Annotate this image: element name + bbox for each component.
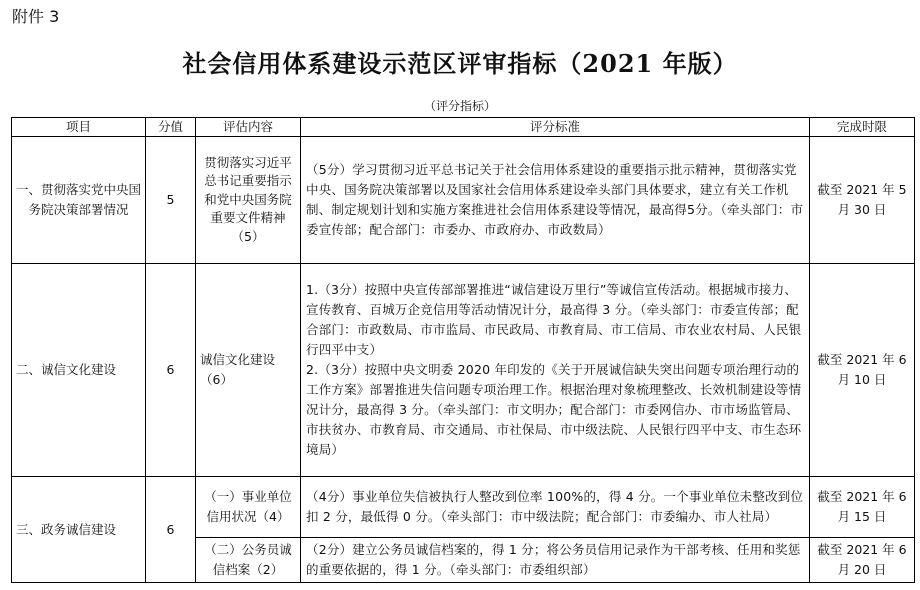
score-cell: 6 (146, 477, 196, 583)
header-score: 分值 (146, 118, 196, 137)
header-criteria: 评分标准 (301, 118, 810, 137)
item-cell: 二、诚信文化建设 (12, 264, 146, 477)
criteria-cell: （4分）事业单位失信被执行人整改到位率 100%的，得 4 分。一个事业单位未整改到位扣 2 分，最低得 0 分。（牵头部门：市中级法院；配合部门：市委编办、市人社局） (301, 477, 810, 538)
header-item: 项目 (12, 118, 146, 137)
deadline-cell: 截至 2021 年 6 月 15 日 (810, 477, 915, 538)
criteria-item-2: 2.（3分）按照中央文明委 2020 年印发的《关于开展诚信缺失突出问题专项治理行动的工作方案》部署推进失信问题专项治理工作。根据治理对象梳理整改、长效机制建设等情况计分，最高得 3 分。（牵头部门：市文明办；配合部门：市委网信办、市市场监管局、市扶贫办、市教育局、市交通局、市社保局、市中级法院、人民银行四平中支、市生态环境局） (306, 362, 802, 457)
score-cell: 6 (146, 264, 196, 477)
evaluation-table (11, 117, 915, 583)
document-subtitle: （评分指标） (423, 99, 496, 113)
attachment-label: 附件 3 (12, 7, 60, 26)
criteria-cell (301, 264, 810, 477)
deadline-cell: 截至 2021 年 6 月 10 日 (810, 264, 915, 477)
content-cell: （一）事业单位信用状况（4） (196, 477, 301, 538)
criteria-cell: （5分）学习贯彻习近平总书记关于社会信用体系建设的重要指示批示精神，贯彻落实党中央、国务院决策部署以及国家社会信用体系建设牵头部门具体要求，建立有关工作机制、制定规划计划和实施方案推进社会信用体系建设等情况，最高得5分。（牵头部门：市委宣传部；配合部门：市委办、市政府办、市政数局） (301, 137, 810, 264)
header-content: 评估内容 (196, 118, 301, 137)
table-header-row (12, 118, 915, 137)
score-cell: 5 (146, 137, 196, 264)
document-title: 社会信用体系建设示范区评审指标（2021 年版） (182, 49, 738, 78)
content-cell: 贯彻落实习近平总书记重要指示和党中央国务院重要文件精神（5） (196, 137, 301, 264)
table-row (12, 477, 915, 538)
deadline-cell: 截至 2021 年 6 月 20 日 (810, 538, 915, 583)
header-deadline: 完成时限 (810, 118, 915, 137)
table-row (12, 264, 915, 477)
item-cell: 三、政务诚信建设 (12, 477, 146, 583)
content-cell: 诚信文化建设（6） (196, 264, 301, 477)
item-cell: 一、贯彻落实党中央国务院决策部署情况 (12, 137, 146, 264)
content-cell: （二）公务员诚信档案（2） (196, 538, 301, 583)
table-row (12, 137, 915, 264)
criteria-item-1: 1.（3分）按照中央宣传部部署推进“诚信建设万里行”等诚信宣传活动。根据城市接力、宣传教育、百城万企竞信用等活动情况计分，最高得 3 分。（牵头部门：市委宣传部；配合部门：市政数局、市市监局、市民政局、市教育局、市工信局、市农业农村局、人民银行四平中支） (306, 282, 802, 357)
criteria-cell: （2分）建立公务员诚信档案的，得 1 分；将公务员信用记录作为干部考核、任用和奖惩的重要依据的，得 1 分。（牵头部门：市委组织部） (301, 538, 810, 583)
deadline-cell: 截至 2021 年 5 月 30 日 (810, 137, 915, 264)
